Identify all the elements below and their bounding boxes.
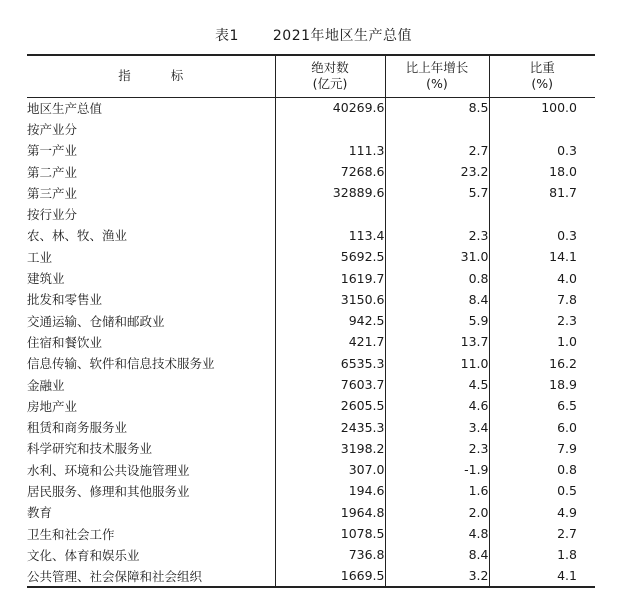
row-share: 2.3 (489, 310, 595, 331)
row-value: 3198.2 (275, 438, 385, 459)
table-row (27, 289, 595, 310)
row-share: 14.1 (489, 246, 595, 267)
row-growth: 2.0 (385, 502, 489, 523)
row-value: 40269.6 (275, 97, 385, 118)
row-value: 1964.8 (275, 502, 385, 523)
row-value: 32889.6 (275, 182, 385, 203)
row-share: 16.2 (489, 353, 595, 374)
row-growth: 5.9 (385, 310, 489, 331)
header-share-line2: (%) (531, 76, 554, 92)
row-growth: 5.7 (385, 182, 489, 203)
row-name: 交通运输、仓储和邮政业 (27, 313, 165, 329)
row-growth (385, 118, 489, 139)
row-name: 第一产业 (27, 143, 78, 159)
row-value: 5692.5 (275, 246, 385, 267)
row-growth: 0.8 (385, 267, 489, 288)
row-growth: 8.5 (385, 97, 489, 118)
row-name: 按行业分 (27, 207, 78, 223)
row-name: 住宿和餐饮业 (27, 334, 103, 350)
row-name: 批发和零售业 (27, 292, 103, 308)
table-row (27, 374, 595, 395)
row-share: 0.8 (489, 459, 595, 480)
row-name: 工业 (27, 249, 53, 265)
table-row (27, 140, 595, 161)
row-value: 2605.5 (275, 395, 385, 416)
gdp-table (27, 54, 595, 588)
row-share: 1.0 (489, 331, 595, 352)
row-share: 100.0 (489, 97, 595, 118)
table-row (27, 416, 595, 437)
row-share: 4.0 (489, 267, 595, 288)
row-value: 1078.5 (275, 523, 385, 544)
row-name: 建筑业 (27, 271, 65, 287)
table-row (27, 438, 595, 459)
table-row (27, 246, 595, 267)
row-growth: 1.6 (385, 480, 489, 501)
row-value: 1619.7 (275, 267, 385, 288)
header-indicator: 指 标 (27, 55, 275, 97)
row-share: 1.8 (489, 544, 595, 565)
row-growth: 8.4 (385, 544, 489, 565)
row-share: 4.1 (489, 566, 595, 587)
row-name: 水利、环境和公共设施管理业 (27, 462, 190, 478)
table-caption: 2021年地区生产总值 (272, 28, 413, 44)
row-name: 金融业 (27, 377, 65, 393)
row-share (489, 118, 595, 139)
row-name: 第三产业 (27, 185, 78, 201)
row-name: 房地产业 (27, 398, 78, 414)
row-growth: 2.3 (385, 438, 489, 459)
row-value: 1669.5 (275, 566, 385, 587)
row-growth: 4.6 (385, 395, 489, 416)
row-growth: 2.3 (385, 225, 489, 246)
table-row (27, 267, 595, 288)
table-title (0, 25, 627, 45)
row-value: 194.6 (275, 480, 385, 501)
row-name: 农、林、牧、渔业 (27, 228, 128, 244)
table-row (27, 203, 595, 224)
row-name: 卫生和社会工作 (27, 526, 115, 542)
row-growth: 8.4 (385, 289, 489, 310)
row-value (275, 118, 385, 139)
header-growth-line1: 比上年增长 (405, 60, 469, 76)
row-share: 4.9 (489, 502, 595, 523)
row-growth (385, 203, 489, 224)
row-value: 111.3 (275, 140, 385, 161)
header-growth (385, 55, 489, 97)
table-row (27, 161, 595, 182)
table-header (27, 55, 595, 97)
row-name: 文化、体育和娱乐业 (27, 547, 140, 563)
table-row (27, 544, 595, 565)
row-growth: 11.0 (385, 353, 489, 374)
row-value: 942.5 (275, 310, 385, 331)
row-value: 421.7 (275, 331, 385, 352)
row-growth: 31.0 (385, 246, 489, 267)
row-value: 736.8 (275, 544, 385, 565)
table-row (27, 566, 595, 587)
row-growth: -1.9 (385, 459, 489, 480)
row-value: 7603.7 (275, 374, 385, 395)
row-growth: 3.2 (385, 566, 489, 587)
row-value (275, 203, 385, 224)
row-growth: 3.4 (385, 416, 489, 437)
row-growth: 4.5 (385, 374, 489, 395)
row-share: 0.3 (489, 140, 595, 161)
table-row (27, 331, 595, 352)
row-value: 113.4 (275, 225, 385, 246)
row-share: 6.5 (489, 395, 595, 416)
header-absolute-line2: (亿元) (312, 76, 348, 92)
header-absolute-line1: 绝对数 (311, 60, 349, 76)
table-number: 表1 (214, 28, 239, 44)
table-row (27, 523, 595, 544)
table-row (27, 182, 595, 203)
row-share: 7.8 (489, 289, 595, 310)
row-value: 307.0 (275, 459, 385, 480)
table-row (27, 459, 595, 480)
row-share (489, 203, 595, 224)
row-share: 6.0 (489, 416, 595, 437)
row-value: 6535.3 (275, 353, 385, 374)
row-growth: 23.2 (385, 161, 489, 182)
row-name: 信息传输、软件和信息技术服务业 (27, 356, 215, 372)
row-share: 0.5 (489, 480, 595, 501)
row-name: 教育 (27, 505, 53, 521)
row-name: 居民服务、修理和其他服务业 (27, 483, 190, 499)
table-row (27, 97, 595, 118)
row-share: 2.7 (489, 523, 595, 544)
table-body (27, 97, 595, 587)
row-name: 租赁和商务服务业 (27, 420, 128, 436)
row-growth: 2.7 (385, 140, 489, 161)
header-absolute (275, 55, 385, 97)
table-row (27, 395, 595, 416)
row-share: 81.7 (489, 182, 595, 203)
table-row (27, 502, 595, 523)
row-name: 第二产业 (27, 164, 78, 180)
table-row (27, 225, 595, 246)
header-growth-line2: (%) (426, 76, 448, 92)
row-share: 18.9 (489, 374, 595, 395)
header-share (489, 55, 595, 97)
row-share: 0.3 (489, 225, 595, 246)
row-name: 地区生产总值 (27, 100, 103, 116)
row-growth: 13.7 (385, 331, 489, 352)
header-share-line1: 比重 (529, 60, 555, 76)
table-row (27, 310, 595, 331)
row-name: 科学研究和技术服务业 (27, 441, 153, 457)
row-value: 3150.6 (275, 289, 385, 310)
row-name: 按产业分 (27, 121, 78, 137)
row-value: 7268.6 (275, 161, 385, 182)
table-row (27, 480, 595, 501)
row-growth: 4.8 (385, 523, 489, 544)
row-name: 公共管理、社会保障和社会组织 (27, 566, 275, 587)
row-share: 7.9 (489, 438, 595, 459)
table-row (27, 353, 595, 374)
row-share: 18.0 (489, 161, 595, 182)
row-value: 2435.3 (275, 416, 385, 437)
table-row (27, 118, 595, 139)
